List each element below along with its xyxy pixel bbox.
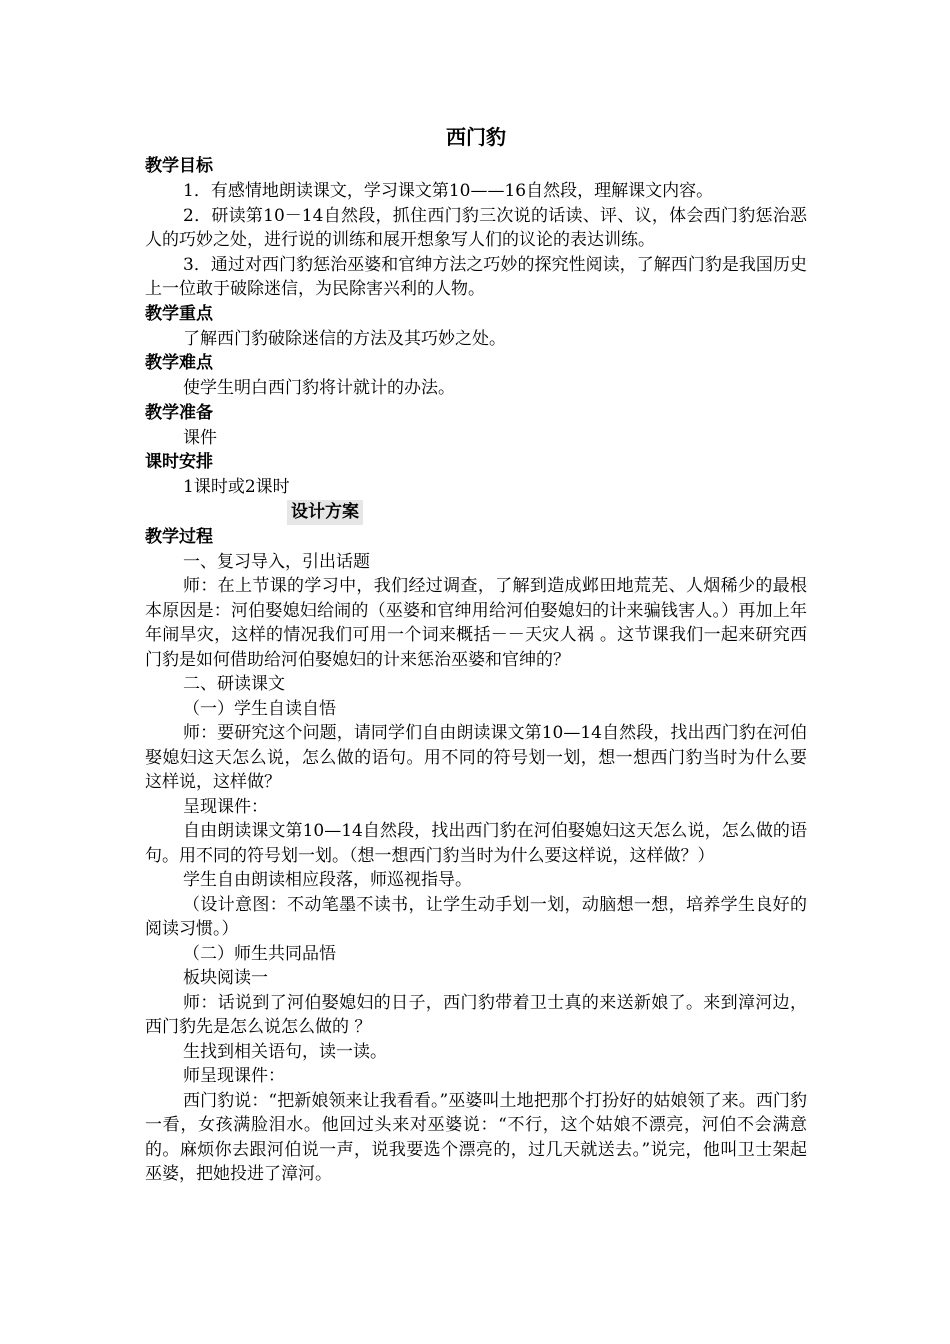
process-paragraph: 师：在上节课的学习中，我们经过调查，了解到造成邺田地荒芜、人烟稀少的最根本原因是：河伯娶媳妇给闹的（巫婆和官绅用给河伯娶媳妇的计来骗钱害人。）再加上年年闹旱灾，这样的情况我们可用一个词来概括－－天灾人祸 。这节课我们一起来研究西门豹是如何借助给河伯娶媳妇的计来惩治巫婆和官绅的？ <box>145 576 807 670</box>
heading-teaching-goals: 教学目标 <box>145 156 213 176</box>
document-title: 西门豹 <box>446 125 506 149</box>
process-paragraph: 一、复习导入，引出话题 <box>183 551 370 572</box>
goal-item-3: 3．通过对西门豹惩治巫婆和官绅方法之巧妙的探究性阅读，了解西门豹是我国历史上一位敢于破除迷信，为民除害兴利的人物。 <box>145 254 807 299</box>
key-point-text: 了解西门豹破除迷信的方法及其巧妙之处。 <box>183 328 506 349</box>
process-paragraph: （设计意图：不动笔墨不读书，让学生动手划一划，动脑想一想，培养学生良好的阅读习惯。） <box>145 894 807 939</box>
goal-item-1: 1．有感情地朗读课文，学习课文第10——16自然段，理解课文内容。 <box>183 181 714 201</box>
process-paragraph: 学生自由朗读相应段落，师巡视指导。 <box>183 870 472 890</box>
heading-schedule: 课时安排 <box>145 452 213 472</box>
process-paragraph: 师呈现课件： <box>183 1066 285 1086</box>
process-paragraph: （一）学生自读自悟 <box>183 698 336 719</box>
process-paragraph: 呈现课件： <box>183 796 268 817</box>
process-paragraph: （二）师生共同品悟 <box>183 943 336 964</box>
heading-teaching-process: 教学过程 <box>145 526 213 547</box>
goal-item-2: 2．研读第10－14自然段，抓住西门豹三次说的话读、评、议，体会西门豹惩治恶人的巧妙之处，进行说的训练和展开想象写人们的议论的表达训练。 <box>145 205 807 250</box>
process-paragraph: 自由朗读课文第10—14自然段，找出西门豹在河伯娶媳妇这天怎么说，怎么做的语句。用不同的符号划一划。（想一想西门豹当时为什么要这样说，这样做？） <box>145 821 807 866</box>
process-paragraph: 师：要研究这个问题，请同学们自由朗读课文第10—14自然段，找出西门豹在河伯娶媳妇这天怎么说，怎么做的语句。用不同的符号划一划，想一想西门豹当时为什么要这样说，这样做？ <box>145 723 807 792</box>
schedule-text: 1课时或2课时 <box>183 477 290 497</box>
process-paragraph: 板块阅读一 <box>183 968 268 988</box>
design-plan-text: 设计方案 <box>287 500 363 525</box>
document-page <box>145 122 807 1187</box>
process-paragraph: 二、研读课文 <box>183 674 285 694</box>
difficulty-text: 使学生明白西门豹将计就计的办法。 <box>183 378 455 398</box>
heading-key-point: 教学重点 <box>145 303 213 324</box>
heading-preparation: 教学准备 <box>145 402 213 423</box>
design-plan-label <box>287 500 807 525</box>
process-paragraph: 师：话说到了河伯娶媳妇的日子，西门豹带着卫士真的来送新娘了。来到漳河边，西门豹先是怎么说怎么做的 ？ <box>145 992 807 1037</box>
process-paragraph: 西门豹说：“把新娘领来让我看看。”巫婆叫土地把那个打扮好的姑娘领了来。西门豹一看，女孩满脸泪水。他回过头来对巫婆说：“不行，这个姑娘不漂亮，河伯不会满意的。麻烦你去跟河伯说一声，说我要选个漂亮的，过几天就送去。”说完，他叫卫士架起巫婆，把她投进了漳河。 <box>145 1090 807 1184</box>
preparation-text: 课件 <box>183 427 217 448</box>
process-paragraph: 生找到相关语句，读一读。 <box>183 1041 387 1062</box>
heading-difficulty: 教学难点 <box>145 353 213 373</box>
